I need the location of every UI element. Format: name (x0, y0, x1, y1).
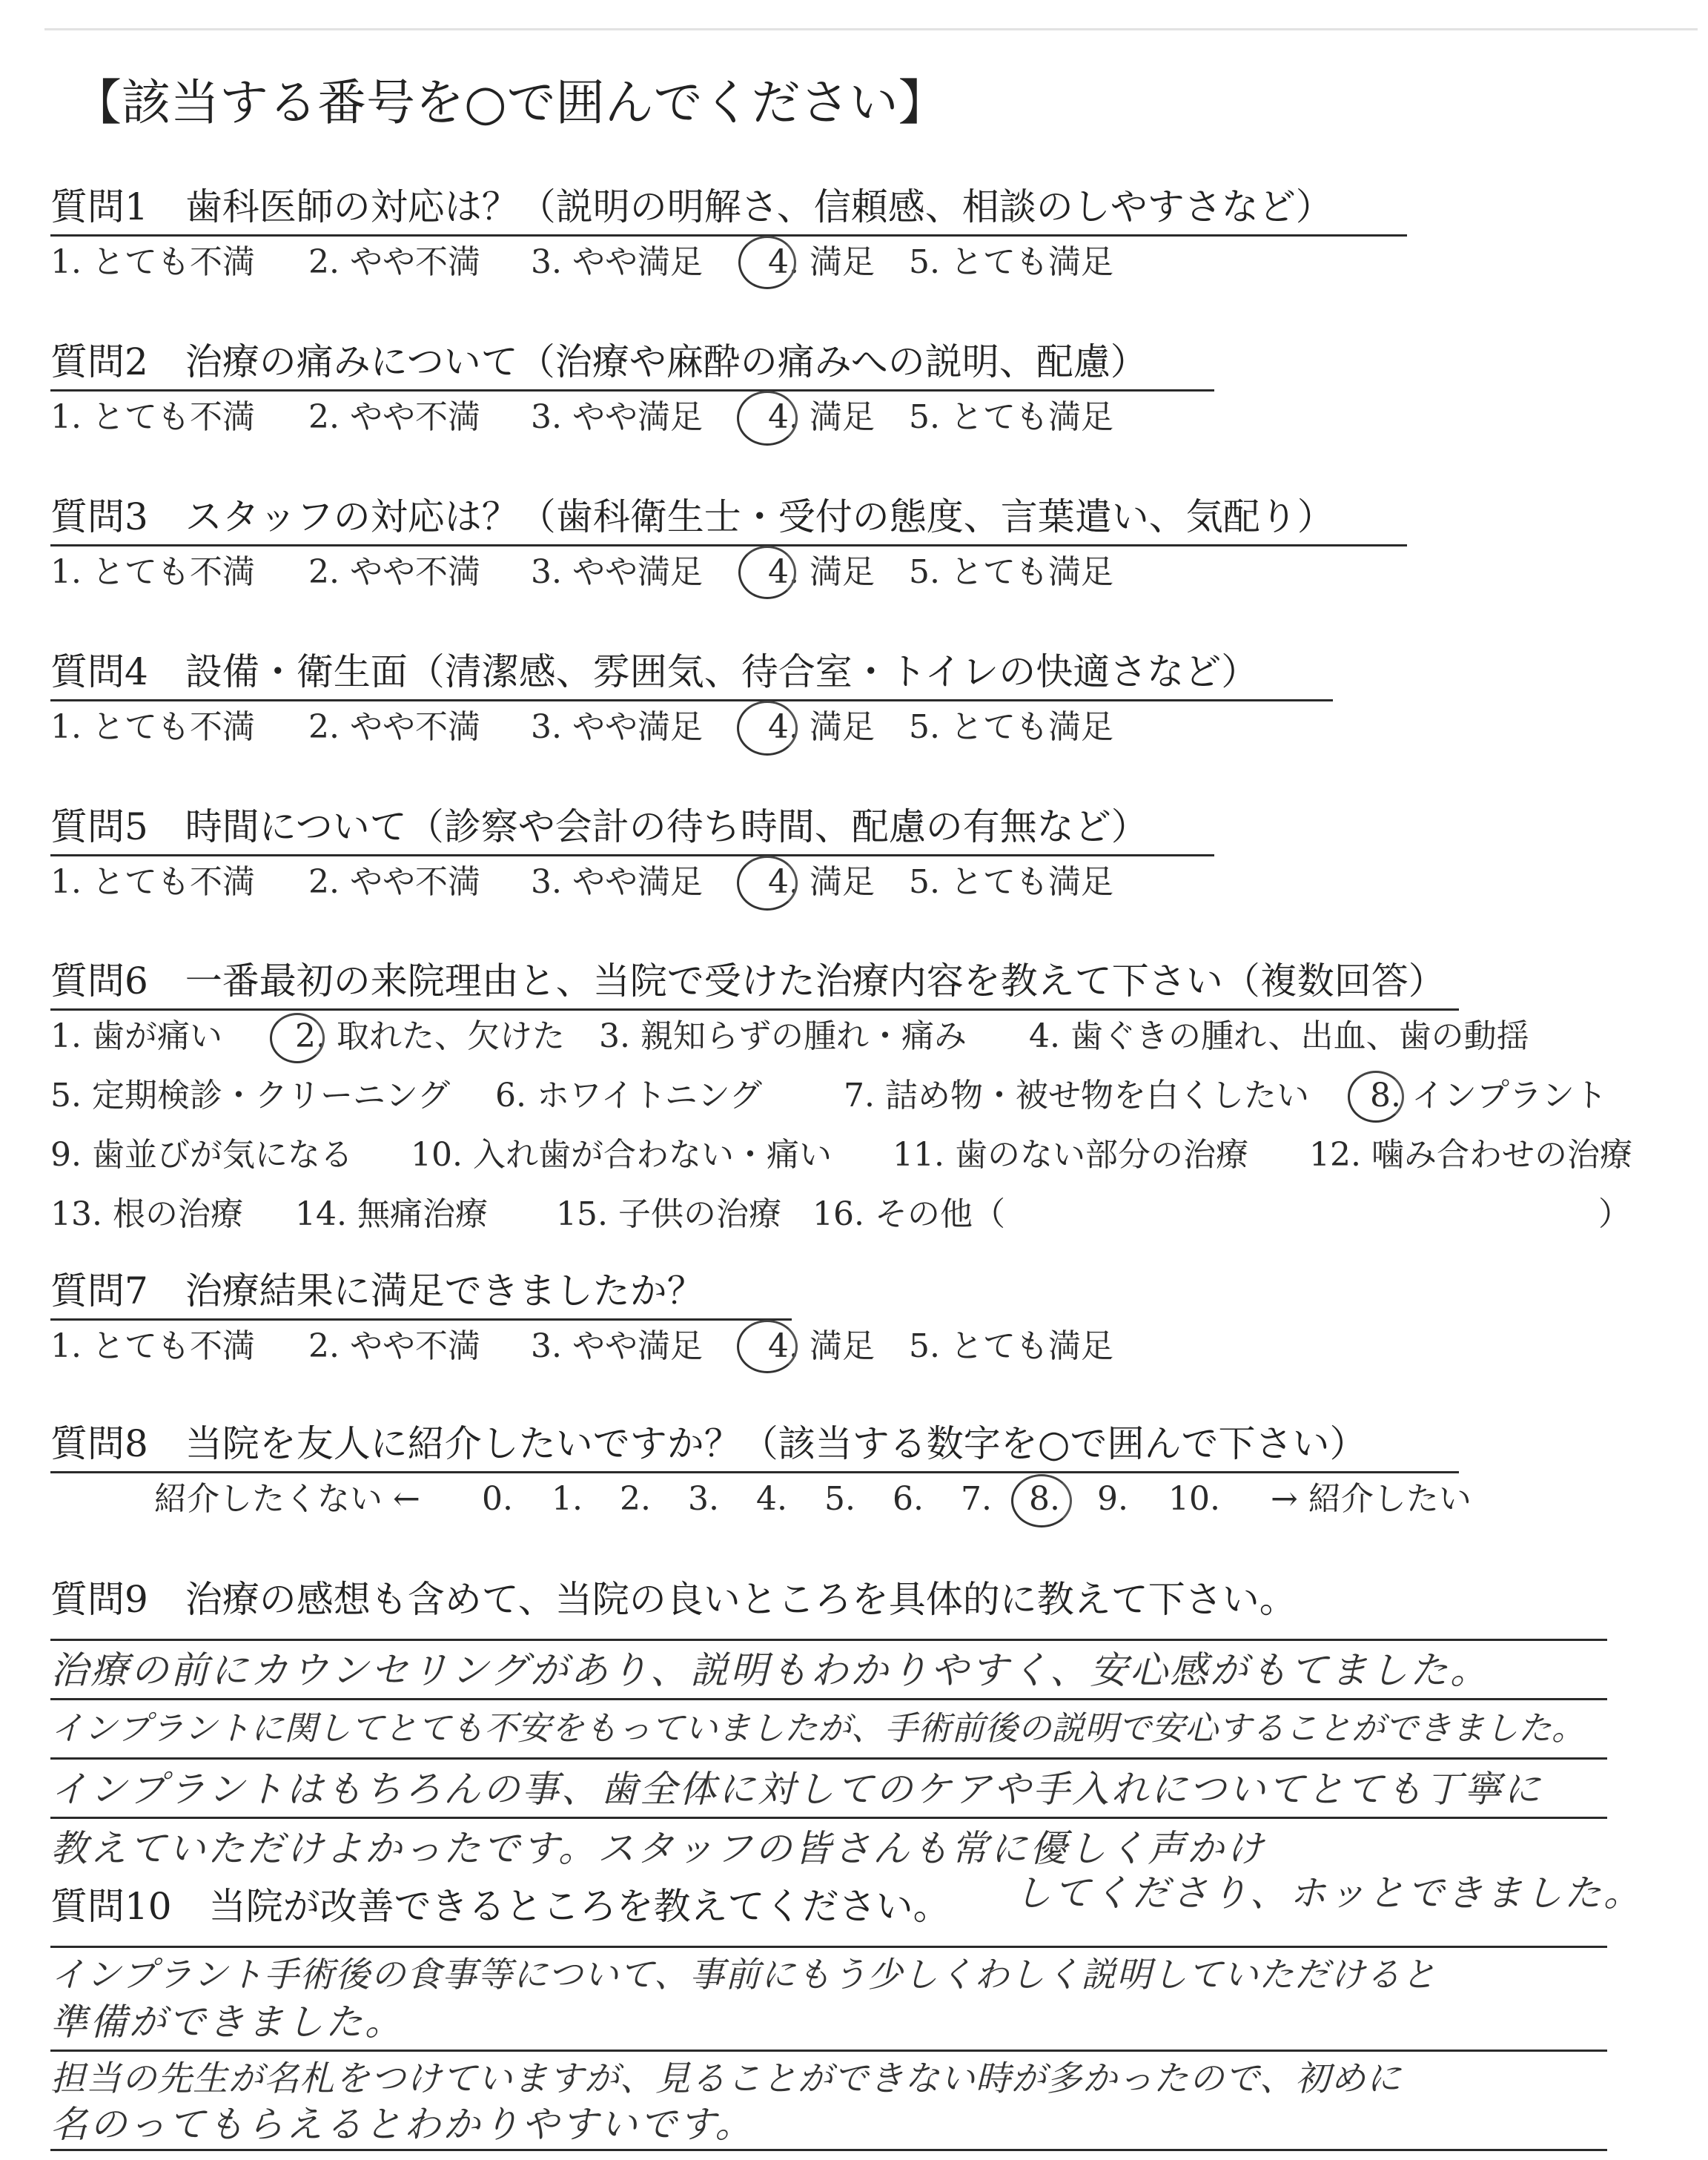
q4-option-5[interactable]: 5. とても満足 (909, 708, 1113, 746)
question-5-heading: 質問5 時間について（診察や会計の待ち時間、配慮の有無など） (50, 805, 1148, 848)
q9-handwriting-line-3: インプラントはもちろんの事、歯全体に対してのケアや手入れについてとても丁寧に (50, 1768, 1543, 1811)
page-top-rule (44, 28, 1698, 30)
q9-rule-1 (50, 1639, 1607, 1641)
q6-option-11[interactable]: 11. 歯のない部分の治療 (893, 1136, 1248, 1174)
question-4-heading: 質問4 設備・衛生面（清潔感、雰囲気、待合室・トイレの快適さなど） (50, 650, 1259, 693)
question-10 (50, 1885, 1681, 2155)
q8-score-8[interactable]: 8. (1029, 1480, 1060, 1518)
question-6 (50, 960, 1681, 1233)
q6-answer-circle-2 (270, 1013, 325, 1063)
question-2 (50, 340, 1681, 484)
question-2-underline (50, 389, 1214, 392)
q5-option-1[interactable]: 1. とても不満 (50, 863, 255, 901)
q5-option-4[interactable]: 4. 満足 (768, 863, 875, 901)
q8-score-4[interactable]: 4. (756, 1480, 787, 1518)
q6-option-1[interactable]: 1. 歯が痛い (50, 1017, 222, 1055)
q10-rule-2 (50, 2050, 1607, 2052)
question-5 (50, 805, 1681, 949)
q6-option-2[interactable]: 2. 取れた、欠けた (295, 1017, 565, 1055)
q1-option-3[interactable]: 3. やや満足 (531, 243, 703, 281)
q2-option-2[interactable]: 2. やや不満 (308, 398, 480, 436)
q7-option-2[interactable]: 2. やや不満 (308, 1327, 480, 1365)
q9-handwriting-line-2: インプラントに関してとても不安をもっていましたが、手術前後の説明で安心することができました。 (50, 1708, 1586, 1748)
q8-answer-circle (1011, 1474, 1072, 1527)
question-6-options (50, 1017, 1681, 1233)
q8-score-3[interactable]: 3. (688, 1480, 719, 1518)
q6-option-10[interactable]: 10. 入れ歯が合わない・痛い (411, 1136, 832, 1174)
q8-left-label: 紹介したくない ← (154, 1480, 420, 1518)
q8-score-6[interactable]: 6. (893, 1480, 924, 1518)
q7-answer-circle (737, 1320, 798, 1373)
question-2-heading: 質問2 治療の痛みについて（治療や麻酔の痛みへの説明、配慮） (50, 340, 1148, 383)
question-1-underline (50, 234, 1407, 237)
q3-option-1[interactable]: 1. とても不満 (50, 553, 255, 591)
q6-option-6[interactable]: 6. ホワイトニング (495, 1077, 763, 1114)
q6-option-15[interactable]: 15. 子供の治療 (556, 1195, 781, 1233)
q8-score-9[interactable]: 9. (1097, 1480, 1128, 1518)
page-title: 【該当する番号を○で囲んでください】 (73, 74, 947, 131)
q6-option-13[interactable]: 13. 根の治療 (50, 1195, 243, 1233)
q3-option-3[interactable]: 3. やや満足 (531, 553, 703, 591)
question-10-answer-area[interactable] (50, 1946, 1644, 2153)
q9-handwriting-line-1: 治療の前にカウンセリングがあり、説明もわかりやすく、安心感がもてました。 (50, 1649, 1490, 1693)
q6-option-9[interactable]: 9. 歯並びが気になる (50, 1136, 353, 1174)
q9-rule-2 (50, 1698, 1607, 1700)
q6-option-14[interactable]: 14. 無痛治療 (295, 1195, 488, 1233)
question-8 (50, 1422, 1681, 1566)
q6-option-4[interactable]: 4. 歯ぐきの腫れ、出血、歯の動揺 (1029, 1017, 1529, 1055)
q10-handwriting-line-1: インプラント手術後の食事等について、事前にもう少しくわしく説明していただけると (50, 1955, 1437, 1995)
q6-option-7[interactable]: 7. 詰め物・被せ物を白くしたい (844, 1077, 1309, 1114)
q4-option-2[interactable]: 2. やや不満 (308, 708, 480, 746)
q5-answer-circle (737, 856, 798, 911)
q10-handwriting-line-3: 担当の先生が名札をつけていますが、見ることができない時が多かったので、初めに (50, 2058, 1403, 2099)
question-3-heading: 質問3 スタッフの対応は？（歯科衛生士・受付の態度、言葉遣い、気配り） (50, 495, 1334, 538)
q6-option-16-close: ） (1598, 1195, 1631, 1233)
q4-option-4[interactable]: 4. 満足 (768, 708, 875, 746)
q9-rule-4 (50, 1817, 1607, 1819)
q5-option-5[interactable]: 5. とても満足 (909, 863, 1113, 901)
q2-answer-circle (737, 391, 798, 446)
question-8-heading: 質問8 当院を友人に紹介したいですか？（該当する数字を○で囲んで下さい） (50, 1422, 1367, 1465)
q6-answer-circle-8 (1348, 1071, 1404, 1123)
q3-option-2[interactable]: 2. やや不満 (308, 553, 480, 591)
q9-rule-3 (50, 1757, 1607, 1760)
q1-answer-circle (738, 236, 796, 289)
q2-option-5[interactable]: 5. とても満足 (909, 398, 1113, 436)
q7-option-4[interactable]: 4. 満足 (768, 1327, 875, 1365)
q3-option-4[interactable]: 4. 満足 (768, 553, 875, 591)
q10-rule-1 (50, 1946, 1607, 1948)
q1-option-2[interactable]: 2. やや不満 (308, 243, 480, 281)
q6-option-16[interactable]: 16. その他（ (812, 1195, 1005, 1233)
q3-answer-circle (738, 546, 796, 599)
q3-option-5[interactable]: 5. とても満足 (909, 553, 1113, 591)
q5-option-3[interactable]: 3. やや満足 (531, 863, 703, 901)
question-4-underline (50, 699, 1333, 701)
q2-option-4[interactable]: 4. 満足 (768, 398, 875, 436)
q2-option-1[interactable]: 1. とても不満 (50, 398, 255, 436)
q8-score-2[interactable]: 2. (620, 1480, 651, 1518)
q6-option-12[interactable]: 12. 噛み合わせの治療 (1309, 1136, 1632, 1174)
q10-handwriting-line-2: 準備ができました。 (50, 2001, 404, 2044)
q6-option-8[interactable]: 8. インプラント (1370, 1077, 1607, 1114)
q6-option-3[interactable]: 3. 親知らずの腫れ・痛み (599, 1017, 967, 1055)
question-9-heading: 質問9 治療の感想も含めて、当院の良いところを具体的に教えて下さい。 (50, 1578, 1297, 1621)
question-4 (50, 650, 1681, 794)
question-7-heading: 質問7 治療結果に満足できましたか？ (50, 1269, 704, 1312)
q8-score-1[interactable]: 1. (552, 1480, 583, 1518)
q1-option-5[interactable]: 5. とても満足 (909, 243, 1113, 281)
q10-handwriting-line-4: 名のってもらえるとわかりやすいです。 (50, 2103, 755, 2146)
question-3 (50, 495, 1681, 639)
q5-option-2[interactable]: 2. やや不満 (308, 863, 480, 901)
q6-option-5[interactable]: 5. 定期検診・クリーニング (50, 1077, 451, 1114)
question-1 (50, 185, 1681, 329)
q7-option-1[interactable]: 1. とても不満 (50, 1327, 255, 1365)
q7-option-5[interactable]: 5. とても満足 (909, 1327, 1113, 1365)
q8-score-7[interactable]: 7. (961, 1480, 992, 1518)
question-7-underline (50, 1318, 792, 1321)
q7-option-3[interactable]: 3. やや満足 (531, 1327, 703, 1365)
question-5-underline (50, 854, 1214, 856)
q10-rule-3 (50, 2149, 1607, 2151)
question-6-heading: 質問6 一番最初の来院理由と、当院で受けた治療内容を教えて下さい（複数回答） (50, 960, 1446, 1003)
question-1-heading: 質問1 歯科医師の対応は？（説明の明解さ、信頼感、相談のしやすさなど） (50, 185, 1333, 228)
q9-handwriting-line-5: してくださり、ホッとできました。 (1014, 1872, 1643, 1915)
q8-right-label: → 紹介したい (1271, 1480, 1472, 1518)
q8-score-5[interactable]: 5. (824, 1480, 855, 1518)
q4-option-1[interactable]: 1. とても不満 (50, 708, 255, 746)
q8-score-10[interactable]: 10. (1168, 1480, 1220, 1518)
question-3-underline (50, 544, 1407, 546)
question-8-underline (50, 1471, 1459, 1473)
q1-option-4[interactable]: 4. 満足 (768, 243, 875, 281)
question-8-scale (50, 1480, 1681, 1527)
q4-answer-circle (737, 701, 798, 756)
question-10-heading: 質問10 当院が改善できるところを教えてください。 (50, 1885, 950, 1928)
q4-option-3[interactable]: 3. やや満足 (531, 708, 703, 746)
q9-handwriting-line-4: 教えていただけよかったです。スタッフの皆さんも常に優しく声かけ (50, 1827, 1265, 1870)
q8-score-0[interactable]: 0. (482, 1480, 513, 1518)
question-9 (50, 1578, 1681, 1915)
question-7 (50, 1269, 1681, 1413)
q1-option-1[interactable]: 1. とても不満 (50, 243, 255, 281)
q2-option-3[interactable]: 3. やや満足 (531, 398, 703, 436)
question-6-underline (50, 1008, 1459, 1011)
